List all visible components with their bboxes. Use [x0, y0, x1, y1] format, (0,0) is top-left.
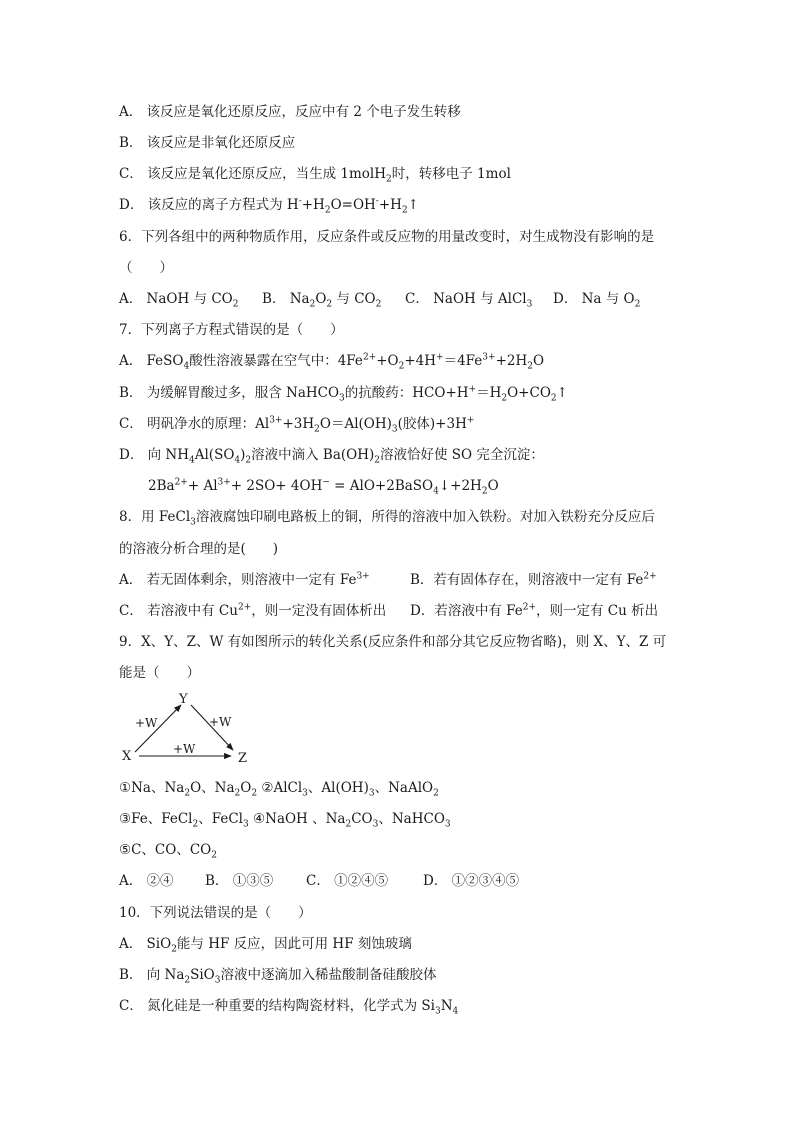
q7-option-a: A． FeSO$_4$酸性溶液暴露在空气中：$4Fe^{2+}+O_2+4H^+=4Fe^{3+}+2H_2O$	[119, 352, 545, 372]
q7-stem: 7．下列离子方程式错误的是（ ）	[119, 322, 344, 338]
q10-option-c: C． 氮化硅是一种重要的结构陶瓷材料，化学式为 $Si_3N_4$	[119, 998, 459, 1017]
q7-option-c: C． 明矾净水的原理：$Al^{3+}+3H_2O=Al(OH)_3$(胶体)+3H+	[119, 415, 475, 435]
q6-option-a: A． NaOH 与 $CO_2$	[119, 291, 239, 310]
q9-option-b: B． ①③⑤	[205, 873, 274, 889]
q8-option-b: B．若有固体存在，则溶液中一定有 $Fe^{2+}$	[410, 571, 657, 588]
node-z: Z	[238, 751, 248, 766]
q9-option-c: C． ①②④⑤	[306, 873, 389, 889]
q8-stem-line1: 8．用 FeCl$_3$溶液腐蚀印刷电路板上的铜，所得的溶液中加入铁粉。对加入铁粉充分反应后	[119, 509, 655, 528]
q6-option-d: D． Na 与 $O_2$	[553, 291, 641, 310]
q9-stem-line1: 9．X、Y、Z、W 有如图所示的转化关系(反应条件和部分其它反应物省略)，则 X、Y、Z 可	[119, 634, 667, 650]
q10-option-a: A． SiO$_2$能与 HF 反应，因此可用 HF 刻蚀玻璃	[119, 936, 412, 955]
node-y: Y	[179, 692, 188, 707]
q9-choices-line1: ①Na、$Na_2O$、$Na_2O_2$ ②AlCl$_3$、$Al(OH)_3$、NaAlO$_2$	[119, 780, 439, 799]
node-x: X	[122, 749, 132, 764]
q9-choices-line2: ③Fe、FeCl$_2$、FeCl$_3$ ④NaOH 、$Na_2CO_3$、NaHCO$_3$	[119, 811, 451, 830]
q5-option-c: C． 该反应是氧化还原反应，当生成 1molH$_2$时，转移电子 1mol	[119, 166, 511, 185]
q7-option-d-equation: $2Ba^{2+}+ Al^{3+}+ 2SO+ 4OH^-$ = $AlO+2BaSO_4↓+2H_2O$	[148, 477, 499, 497]
q9-stem-line2: 能是（ ）	[119, 665, 200, 681]
label-x-to-z: +W	[173, 742, 196, 756]
q5-option-d: D． 该反应的离子方程式为 $H^-+H_2O=OH^-+H_2↑$	[119, 196, 419, 216]
label-x-to-y: +W	[135, 716, 158, 730]
q6-option-c: C． NaOH 与 AlCl$_3$	[405, 291, 533, 310]
q8-option-d: D．若溶液中有 $Fe^{2+}$，则一定有 Cu 析出	[410, 602, 659, 619]
q8-option-c: C． 若溶液中有 $Cu^{2+}$，则一定没有固体析出	[119, 602, 387, 619]
q8-option-a: A． 若无固体剩余，则溶液中一定有 $Fe^{3+}$	[119, 571, 370, 588]
q9-option-a: A． ②④	[119, 873, 174, 889]
q6-blank: （ ）	[119, 260, 173, 276]
q6-stem: 6．下列各组中的两种物质作用，反应条件或反应物的用量改变时，对生成物没有影响的是	[119, 229, 655, 245]
q9-option-d: D． ①②③④⑤	[423, 873, 520, 889]
q9-transformation-diagram	[119, 690, 259, 768]
q7-option-d: D． 向 $NH_4Al(SO_4)_2$溶液中滴入 $Ba(OH)_2$溶液恰好使 SO 完全沉淀：	[119, 447, 544, 466]
q6-option-b: B． $Na_2O_2$ 与 $CO_2$	[262, 291, 382, 310]
q5-option-a: A． 该反应是氧化还原反应，反应中有 2 个电子发生转移	[119, 104, 461, 120]
q5-option-b: B． 该反应是非氧化还原反应	[119, 135, 296, 151]
q10-stem: 10．下列说法错误的是（ ）	[119, 905, 312, 921]
label-y-to-z: +W	[209, 715, 232, 729]
q9-choices-line3: ⑤C、CO、$CO_2$	[119, 842, 217, 861]
q7-option-b: B． 为缓解胃酸过多，服含 NaHCO$_3$的抗酸药：$HCO+H^+=H_2O+CO_2↑$	[119, 384, 568, 404]
q10-option-b: B． 向 $Na_2SiO_3$溶液中逐滴加入稀盐酸制备硅酸胶体	[119, 967, 437, 986]
q8-stem-line2: 的溶液分析合理的是( )	[119, 541, 279, 557]
